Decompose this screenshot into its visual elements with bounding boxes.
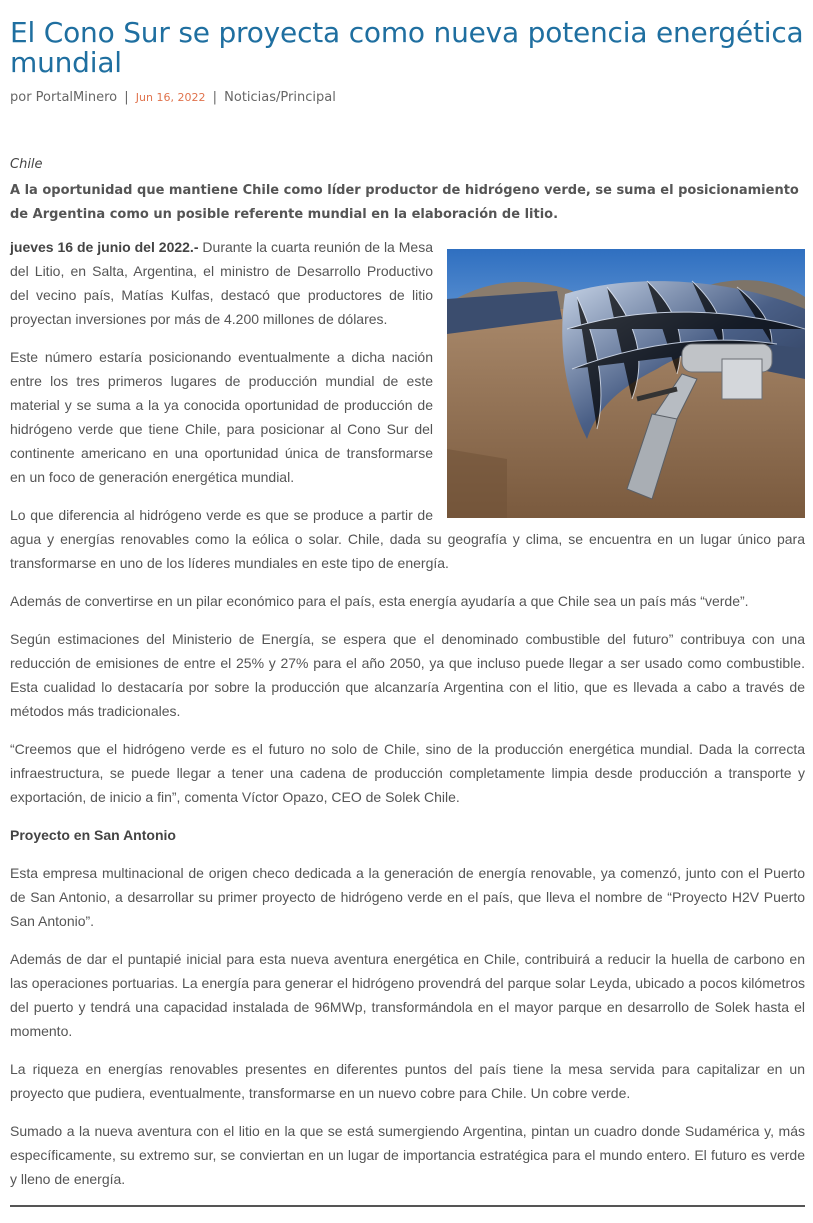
- meta-separator: |: [124, 90, 129, 105]
- meta-separator: |: [212, 90, 217, 105]
- paragraph: Además de convertirse en un pilar económico para el país, esta energía ayudaría a que Chile sea un país más “verde”.: [10, 593, 749, 609]
- solar-panel-photo: [447, 249, 805, 518]
- paragraph: Según estimaciones del Ministerio de Energía, se espera que el denominado combustible del futuro” contribuya con una reducción de emisiones de entre el 25% y 27% para el año 2050, ya que incluso puede llegar a ser usado como combustible. Esta cualidad lo destacaría por sobre la producción que alcanzaría Argentina con el litio, que es llevada a cabo a través de métodos más tradicionales.: [10, 631, 805, 719]
- article: [10, 0, 805, 1205]
- paragraph: Este número estaría posicionando eventualmente a dicha nación entre los tres primeros lugares de producción mundial de este material y se suma a la ya conocida oportunidad de producción de hidrógeno verde que tiene Chile, para posicionar al Cono Sur del continente americano en una oportunidad única de transformarse en un foco de generación energética mundial.: [10, 349, 433, 485]
- country-tag: Chile: [10, 157, 43, 172]
- category-link[interactable]: Noticias/Principal: [224, 90, 336, 105]
- section-subheading: Proyecto en San Antonio: [10, 827, 176, 843]
- article-meta: [10, 90, 805, 105]
- publish-date: Jun 16, 2022: [135, 91, 206, 104]
- bottom-divider: [10, 1205, 805, 1207]
- paragraph: Lo que diferencia al hidrógeno verde es que se produce a partir de agua y energías renovables como la eólica o solar. Chile, dada su geografía y clima, se encuentra en un lugar único para transformarse en uno de los líderes mundiales en este tipo de energía.: [10, 507, 805, 571]
- article-title: El Cono Sur se proyecta como nueva potencia energética mundial: [10, 16, 804, 79]
- paragraph: “Creemos que el hidrógeno verde es el futuro no solo de Chile, sino de la producción energética mundial. Dada la correcta infraestructura, se puede llegar a tener una cadena de producción completamente limpia desde producción a transporte y exportación, de inicio a fin”, comenta Víctor Opazo, CEO de Solek Chile.: [10, 741, 805, 805]
- article-body: [10, 235, 805, 1191]
- author-link[interactable]: por PortalMinero: [10, 90, 118, 105]
- paragraph: jueves 16 de junio del 2022.- Durante la cuarta reunión de la Mesa del Litio, en Salta, Argentina, el ministro de Desarrollo Productivo del vecino país, Matías Kulfas, destacó que productores de litio proyectan inversiones por más de 4.200 millones de dólares.: [10, 239, 434, 327]
- paragraph: Esta empresa multinacional de origen checo dedicada a la generación de energía renovable, ya comenzó, junto con el Puerto de San Antonio, a desarrollar su primer proyecto de hidrógeno verde en el país, que lleva el nombre de “Proyecto H2V Puerto San Antonio”.: [10, 865, 805, 929]
- paragraph: Además de dar el puntapié inicial para esta nueva aventura energética en Chile, contribuirá a reducir la huella de carbono en las operaciones portuarias. La energía para generar el hidrógeno provendrá del parque solar Leyda, ubicado a pocos kilómetros del puerto y tendrá una capacidad instalada de 96MWp, transformándola en el mayor parque en desarrollo de Solek hasta el momento.: [10, 951, 805, 1039]
- article-lead: A la oportunidad que mantiene Chile como líder productor de hidrógeno verde, se suma el posicionamiento de Argentina como un posible referente mundial en la elaboración de litio.: [10, 183, 799, 222]
- paragraph: La riqueza en energías renovables presentes en diferentes puntos del país tiene la mesa servida para capitalizar en un proyecto que pudiera, eventualmente, transformarse en un nuevo cobre para Chile. Un cobre verde.: [10, 1061, 805, 1101]
- dateline: jueves 16 de junio del 2022.-: [10, 239, 199, 255]
- paragraph: Sumado a la nueva aventura con el litio en la que se está sumergiendo Argentina, pintan un cuadro donde Sudamérica y, más específicamente, su extremo sur, se conviertan en un lugar de importancia estratégica para el mundo entero. El futuro es verde y lleno de energía.: [10, 1123, 805, 1187]
